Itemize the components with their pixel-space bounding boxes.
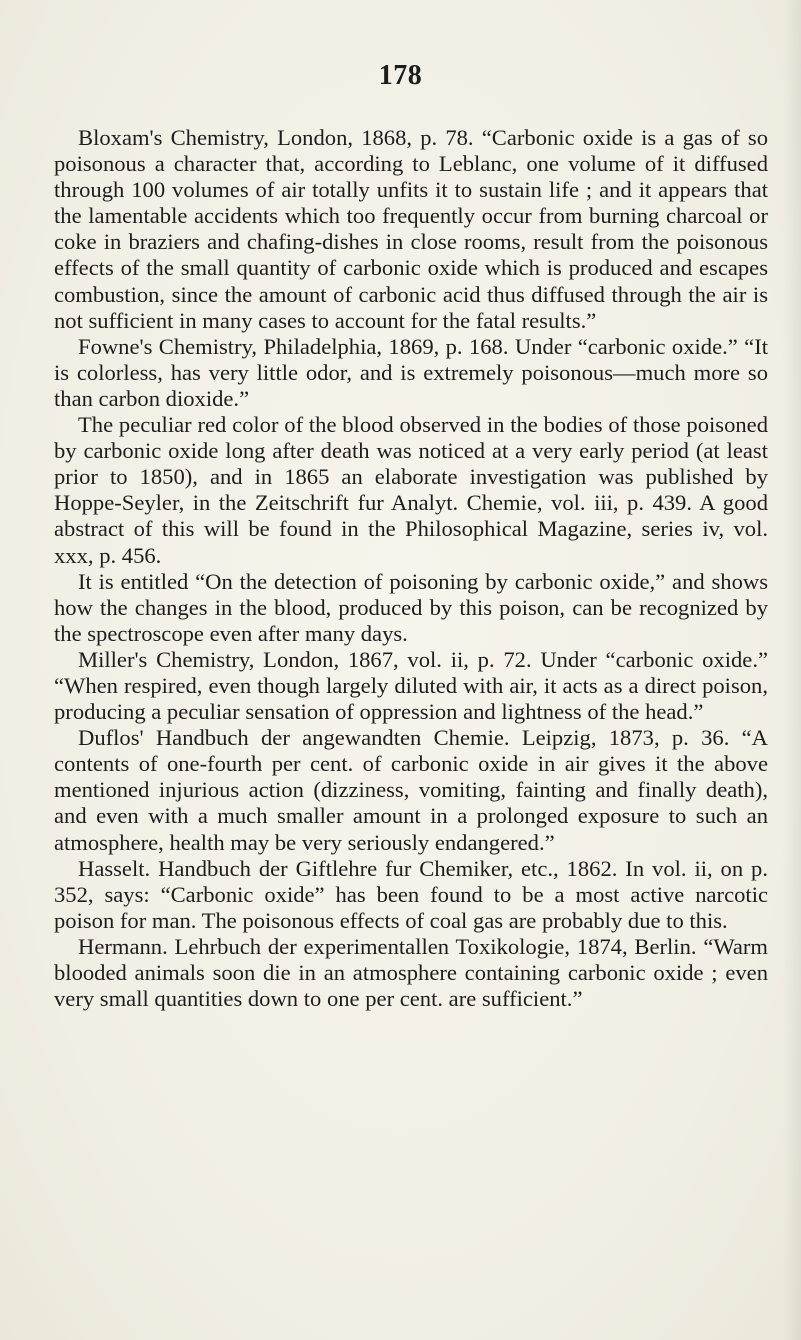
paragraph-red-color: The peculiar red color of the blood observed in the bodies of those poisoned by carbonic oxide long after death was noticed at a very early period (at least prior to 1850), and in 1865 an elaborate investigation was published by Hoppe-Seyler, in the Zeitschrift fur Analyt. Chemie, vol. iii, p. 439. A good abstract of this will be found in the Philosophical Magazine, series iv, vol. xxx, p. 456. bbox=[54, 412, 768, 568]
body-text bbox=[54, 125, 768, 1012]
page-edge-shadow bbox=[783, 0, 801, 1340]
paragraph-hasselt: Hasselt. Handbuch der Giftlehre fur Chemiker, etc., 1862. In vol. ii, on p. 352, says: “Carbonic oxide” has been found to be a most active narcotic poison for man. The poisonous effects of coal gas are probably due to this. bbox=[54, 855, 768, 933]
paragraph-bloxam: Bloxam's Chemistry, London, 1868, p. 78. “Carbonic oxide is a gas of so poisonous a character that, according to Leblanc, one volume of it diffused through 100 volumes of air totally unfits it to sustain life ; and it appears that the lamentable accidents which too frequently occur from burning charcoal or coke in braziers and chafing-dishes in close rooms, result from the poisonous effects of the small quantity of carbonic oxide which is produced and escapes combustion, since the amount of carbonic acid thus diffused through the air is not sufficient in many cases to account for the fatal results.” bbox=[54, 125, 768, 333]
paragraph-hermann: Hermann. Lehrbuch der experimentallen Toxikologie, 1874, Berlin. “Warm blooded animals soon die in an atmosphere containing carbonic oxide ; even very small quantities down to one per cent. are sufficient.” bbox=[54, 933, 768, 1012]
paragraph-duflos: Duflos' Handbuch der angewandten Chemie. Leipzig, 1873, p. 36. “A contents of one-fourth per cent. of carbonic oxide in air gives it the above mentioned injurious action (dizziness, vomiting, fainting and finally death), and even with a much smaller amount in a prolonged exposure to such an atmosphere, health may be very seriously endangered.” bbox=[54, 725, 768, 855]
paragraph-fownes: Fowne's Chemistry, Philadelphia, 1869, p. 168. Under “carbonic oxide.” “It is colorless, has very little odor, and is extremely poisonous—much more so than carbon dioxide.” bbox=[54, 333, 768, 411]
page-number: 178 bbox=[378, 60, 423, 91]
paragraph-entitled: It is entitled “On the detection of poisoning by carbonic oxide,” and shows how the changes in the blood, produced by this poison, can be recognized by the spectroscope even after many days. bbox=[54, 568, 768, 646]
paragraph-millers: Miller's Chemistry, London, 1867, vol. ii, p. 72. Under “carbonic oxide.” “When respired, even though largely diluted with air, it acts as a direct poison, producing a peculiar sensation of oppression and lightness of the head.” bbox=[54, 646, 768, 725]
